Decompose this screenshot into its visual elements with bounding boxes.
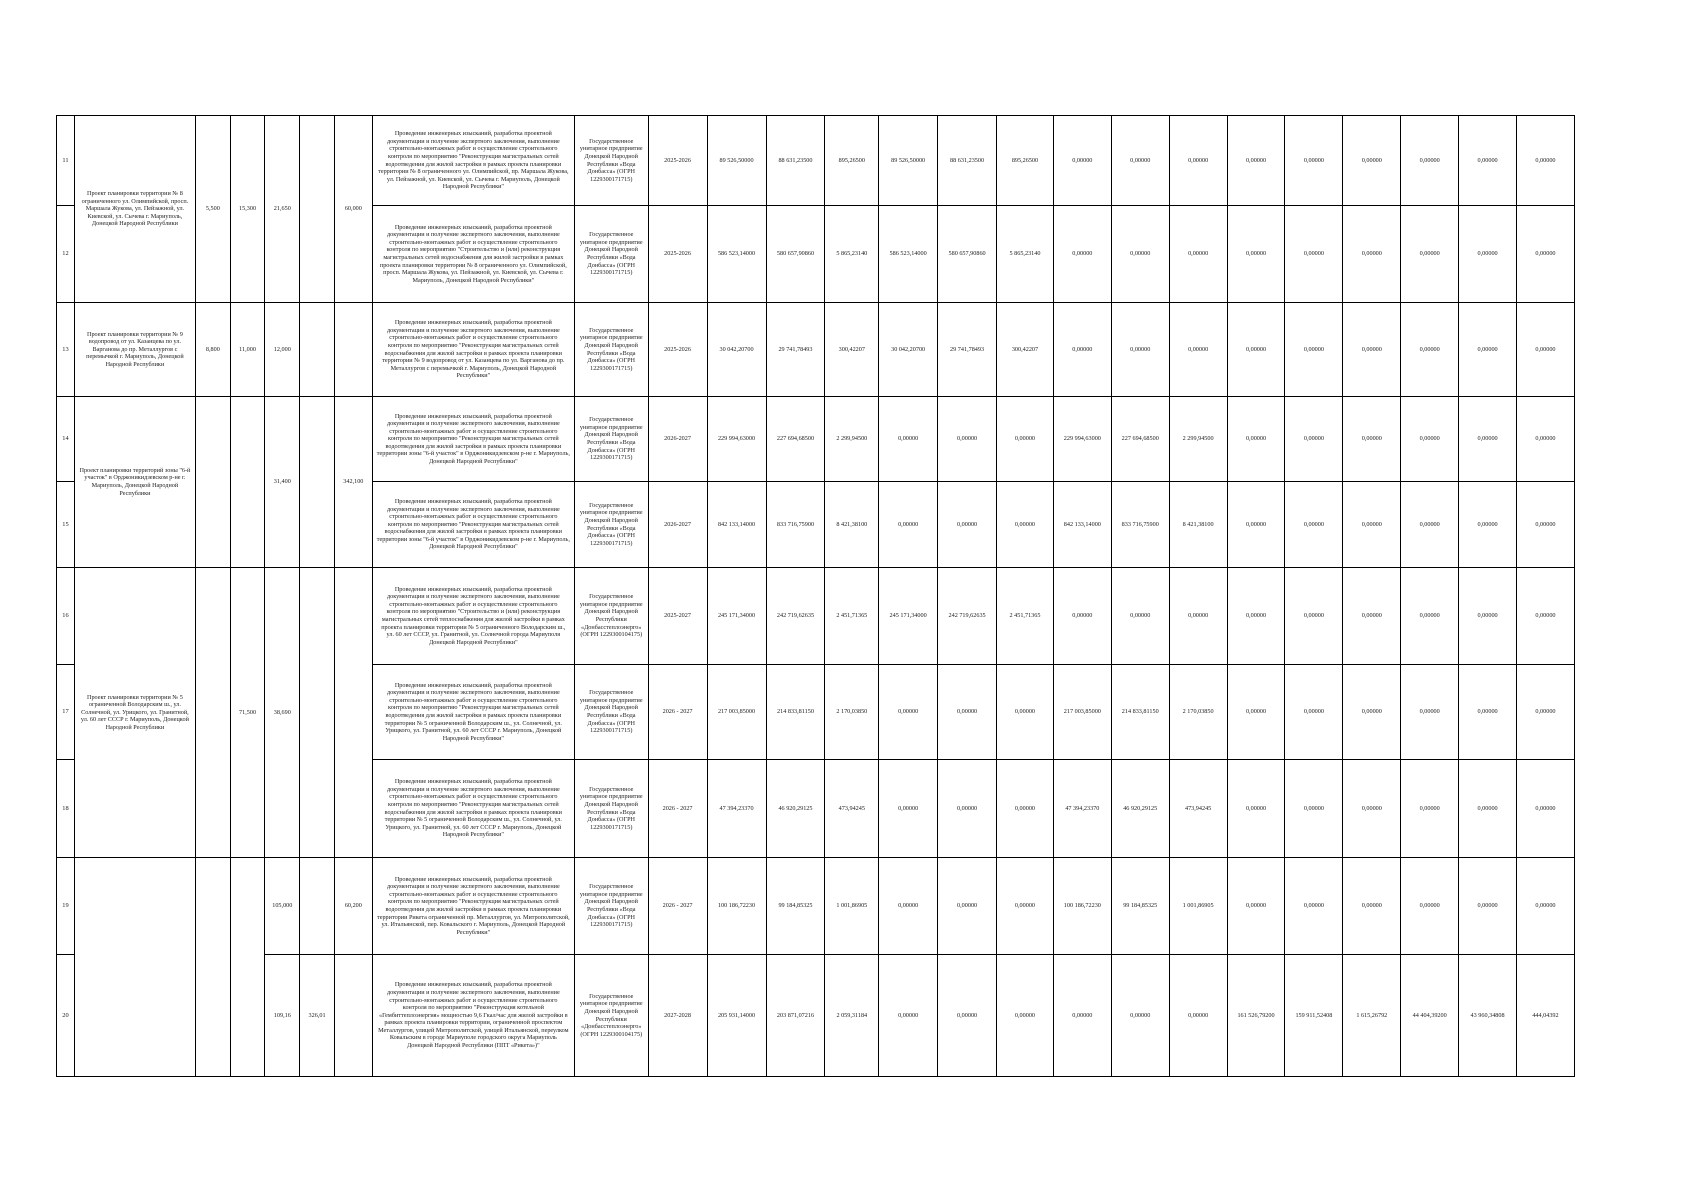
value-cell: 205 931,14000 bbox=[707, 955, 766, 1077]
value-cell: 100 186,72230 bbox=[707, 858, 766, 955]
organization: Государственное унитарное предприятие Донецкой Народной Республики «Донбасстеплоэнерго» (ОГРН 1229300104175) bbox=[574, 568, 648, 665]
cell: 60,200 bbox=[334, 858, 372, 955]
project-cell bbox=[74, 858, 195, 1077]
value-cell: 44 404,39200 bbox=[1401, 955, 1459, 1077]
value-cell: 2 059,31184 bbox=[825, 955, 879, 1077]
value-cell: 0,00000 bbox=[1285, 303, 1343, 397]
row-number: 17 bbox=[57, 665, 75, 760]
organization: Государственное унитарное предприятие Донецкой Народной Республики «Вода Донбасса» (ОГРН 1229300171715) bbox=[574, 206, 648, 303]
value-cell: 0,00000 bbox=[1401, 665, 1459, 760]
value-cell: 300,42207 bbox=[997, 303, 1054, 397]
value-cell: 1 615,26792 bbox=[1343, 955, 1401, 1077]
value-cell: 0,00000 bbox=[1517, 665, 1575, 760]
value-cell: 46 920,29125 bbox=[1111, 760, 1169, 858]
value-cell: 0,00000 bbox=[997, 397, 1054, 482]
value-cell: 0,00000 bbox=[1401, 206, 1459, 303]
period: 2025-2026 bbox=[648, 206, 707, 303]
value-cell: 0,00000 bbox=[1285, 858, 1343, 955]
value-cell: 245 171,34000 bbox=[707, 568, 766, 665]
value-cell: 0,00000 bbox=[997, 665, 1054, 760]
cell bbox=[300, 568, 335, 858]
period: 2025-2026 bbox=[648, 116, 707, 206]
value-cell: 99 184,85325 bbox=[766, 858, 825, 955]
row-number: 18 bbox=[57, 760, 75, 858]
cell: 12,000 bbox=[265, 303, 300, 397]
value-cell: 29 741,78493 bbox=[766, 303, 825, 397]
table-row bbox=[57, 303, 1633, 397]
value-cell: 0,00000 bbox=[1053, 116, 1111, 206]
value-cell: 0,00000 bbox=[1459, 206, 1517, 303]
value-cell: 0,00000 bbox=[1343, 397, 1401, 482]
measure-description: Проведение инженерных изысканий, разработка проектной документации и получение экспертного заключения, выполнение строительно-монтажных работ и осуществление строительного контроля по мероприятию "Строительство и (или) реконструкция магистральных сетей теплоснабжения для жилой застройки в рамках проекта планировки территории № 5 ограниченного Володарским ш., ул. 60 лет СССР, ул. Гранитной, ул. Солнечной города Мариуполя Донецкой Народной Республики" bbox=[372, 568, 574, 665]
table-row bbox=[57, 116, 1633, 206]
value-cell: 88 631,23500 bbox=[766, 116, 825, 206]
cell bbox=[334, 955, 372, 1077]
value-cell: 833 716,75900 bbox=[766, 482, 825, 568]
value-cell: 0,00000 bbox=[879, 760, 938, 858]
cell: 5,500 bbox=[195, 116, 230, 303]
value-cell: 0,00000 bbox=[1343, 303, 1401, 397]
value-cell: 229 994,63000 bbox=[707, 397, 766, 482]
value-cell: 0,00000 bbox=[1401, 760, 1459, 858]
value-cell: 0,00000 bbox=[1227, 303, 1285, 397]
value-cell: 43 960,34808 bbox=[1459, 955, 1517, 1077]
value-cell: 5 865,23140 bbox=[825, 206, 879, 303]
value-cell: 0,00000 bbox=[879, 858, 938, 955]
value-cell: 2 451,71365 bbox=[997, 568, 1054, 665]
value-cell: 0,00000 bbox=[1169, 568, 1227, 665]
period: 2026 - 2027 bbox=[648, 760, 707, 858]
value-cell: 0,00000 bbox=[1111, 116, 1169, 206]
cell: 38,690 bbox=[265, 568, 300, 858]
value-cell: 0,00000 bbox=[1517, 858, 1575, 955]
period: 2026-2027 bbox=[648, 397, 707, 482]
value-cell: 0,00000 bbox=[1285, 760, 1343, 858]
value-cell: 473,94245 bbox=[825, 760, 879, 858]
cell: 342,100 bbox=[334, 397, 372, 568]
value-cell: 0,00000 bbox=[879, 397, 938, 482]
cell: 326,01 bbox=[300, 955, 335, 1077]
value-cell: 100 186,72230 bbox=[1053, 858, 1111, 955]
table-row bbox=[57, 397, 1633, 482]
period: 2026 - 2027 bbox=[648, 665, 707, 760]
value-cell: 0,00000 bbox=[1459, 568, 1517, 665]
value-cell: 0,00000 bbox=[1343, 116, 1401, 206]
value-cell: 0,00000 bbox=[1517, 568, 1575, 665]
value-cell: 0,00000 bbox=[1285, 116, 1343, 206]
value-cell: 0,00000 bbox=[1227, 116, 1285, 206]
value-cell: 0,00000 bbox=[1169, 955, 1227, 1077]
value-cell: 0,00000 bbox=[879, 665, 938, 760]
value-cell: 473,94245 bbox=[1169, 760, 1227, 858]
row-number: 12 bbox=[57, 206, 75, 303]
cell: 71,500 bbox=[230, 568, 265, 858]
value-cell: 0,00000 bbox=[1343, 858, 1401, 955]
value-cell: 89 526,50000 bbox=[707, 116, 766, 206]
value-cell: 0,00000 bbox=[1343, 665, 1401, 760]
value-cell: 1 001,86905 bbox=[1169, 858, 1227, 955]
organization: Государственное унитарное предприятие Донецкой Народной Республики «Вода Донбасса» (ОГРН 1229300171715) bbox=[574, 303, 648, 397]
value-cell: 0,00000 bbox=[1401, 482, 1459, 568]
value-cell: 0,00000 bbox=[1285, 397, 1343, 482]
value-cell: 2 170,03850 bbox=[825, 665, 879, 760]
value-cell: 5 865,23140 bbox=[997, 206, 1054, 303]
value-cell: 47 394,23370 bbox=[1053, 760, 1111, 858]
value-cell: 46 920,29125 bbox=[766, 760, 825, 858]
value-cell: 214 833,81150 bbox=[1111, 665, 1169, 760]
cell: 15,300 bbox=[230, 116, 265, 303]
value-cell: 833 716,75900 bbox=[1111, 482, 1169, 568]
value-cell: 0,00000 bbox=[879, 955, 938, 1077]
value-cell: 0,00000 bbox=[1459, 303, 1517, 397]
value-cell: 0,00000 bbox=[1285, 568, 1343, 665]
cell bbox=[334, 303, 372, 397]
value-cell: 217 003,85000 bbox=[1053, 665, 1111, 760]
cell bbox=[230, 858, 265, 1077]
project-cell: Проект планировки территорий зоны "6-й участок" в Орджоникидзевском р-не г. Мариуполь, Донецкой Народной Республики bbox=[74, 397, 195, 568]
value-cell: 1 001,86905 bbox=[825, 858, 879, 955]
period: 2027-2028 bbox=[648, 955, 707, 1077]
value-cell: 89 526,50000 bbox=[879, 116, 938, 206]
project-cell: Проект планировки территории № 8 ограниченного ул. Олимпийской, просп. Маршала Жукова, ул. Пейзажной, ул. Киевской, ул. Сычева г. Мариуполь, Донецкой Народной Республики bbox=[74, 116, 195, 303]
value-cell: 242 719,62635 bbox=[766, 568, 825, 665]
period: 2025-2026 bbox=[648, 303, 707, 397]
value-cell: 0,00000 bbox=[1401, 116, 1459, 206]
value-cell: 47 394,23370 bbox=[707, 760, 766, 858]
value-cell: 99 184,85325 bbox=[1111, 858, 1169, 955]
value-cell: 0,00000 bbox=[1517, 482, 1575, 568]
value-cell: 0,00000 bbox=[1517, 116, 1575, 206]
value-cell: 227 694,68500 bbox=[766, 397, 825, 482]
value-cell: 0,00000 bbox=[1517, 760, 1575, 858]
value-cell: 0,00000 bbox=[1459, 116, 1517, 206]
value-cell: 0,00000 bbox=[1111, 303, 1169, 397]
value-cell: 0,00000 bbox=[997, 858, 1054, 955]
project-cell: Проект планировки территории № 5 ограниченной Володарским ш., ул. Солнечной, ул. Урицкого, ул. Гранитной, ул. 60 лет СССР г. Мариуполь, Донецкой Народной Республики bbox=[74, 568, 195, 858]
value-cell: 30 042,20700 bbox=[879, 303, 938, 397]
value-cell: 0,00000 bbox=[1169, 303, 1227, 397]
value-cell: 0,00000 bbox=[1053, 303, 1111, 397]
measure-description: Проведение инженерных изысканий, разработка проектной документации и получение экспертного заключения, выполнение строительно-монтажных работ и осуществление строительного контроля по мероприятию "Реконструкция магистральных сетей водоотведения для жилой застройки в рамках проекта планировки территории № 5 ограниченной Володарским ш., ул. Солнечной, ул. Урицкого, ул. Гранитной, ул. 60 лет СССР г. Мариуполь, Донецкой Народной Республики" bbox=[372, 665, 574, 760]
value-cell: 0,00000 bbox=[1111, 955, 1169, 1077]
row-number: 15 bbox=[57, 482, 75, 568]
value-cell: 2 299,94500 bbox=[825, 397, 879, 482]
investment-program-table bbox=[56, 115, 1633, 1077]
organization: Государственное унитарное предприятие Донецкой Народной Республики «Вода Донбасса» (ОГРН 1229300171715) bbox=[574, 760, 648, 858]
row-number: 19 bbox=[57, 858, 75, 955]
measure-description: Проведение инженерных изысканий, разработка проектной документации и получение экспертного заключения, выполнение строительно-монтажных работ и осуществление строительного контроля по мероприятию "Реконструкция магистральных сетей водоотведения для жилой застройки в рамках проекта планировки территории № 8 ограниченного ул. Олимпийской, пр. Маршала Жукова, ул. Пейзажной, ул. Киевской, ул. Сычева г. Мариуполь, Донецкой Народной Республики" bbox=[372, 116, 574, 206]
value-cell: 586 523,14000 bbox=[707, 206, 766, 303]
value-cell: 0,00000 bbox=[1227, 397, 1285, 482]
value-cell: 0,00000 bbox=[938, 397, 997, 482]
value-cell: 0,00000 bbox=[997, 482, 1054, 568]
row-number: 20 bbox=[57, 955, 75, 1077]
value-cell: 30 042,20700 bbox=[707, 303, 766, 397]
value-cell: 895,26500 bbox=[997, 116, 1054, 206]
value-cell: 88 631,23500 bbox=[938, 116, 997, 206]
value-cell: 0,00000 bbox=[1401, 568, 1459, 665]
value-cell: 895,26500 bbox=[825, 116, 879, 206]
value-cell: 229 994,63000 bbox=[1053, 397, 1111, 482]
value-cell: 217 003,85000 bbox=[707, 665, 766, 760]
value-cell: 0,00000 bbox=[1169, 116, 1227, 206]
cell: 109,16 bbox=[265, 955, 300, 1077]
value-cell: 2 299,94500 bbox=[1169, 397, 1227, 482]
value-cell: 214 833,81150 bbox=[766, 665, 825, 760]
value-cell: 444,04392 bbox=[1517, 955, 1575, 1077]
cell bbox=[195, 858, 230, 1077]
table-row bbox=[57, 955, 1633, 1077]
value-cell: 0,00000 bbox=[1053, 568, 1111, 665]
value-cell: 0,00000 bbox=[997, 760, 1054, 858]
table-row bbox=[57, 568, 1633, 665]
value-cell: 0,00000 bbox=[1343, 568, 1401, 665]
value-cell: 0,00000 bbox=[1227, 760, 1285, 858]
value-cell: 203 871,07216 bbox=[766, 955, 825, 1077]
value-cell: 0,00000 bbox=[1053, 955, 1111, 1077]
value-cell: 0,00000 bbox=[1111, 568, 1169, 665]
value-cell: 0,00000 bbox=[879, 482, 938, 568]
value-cell: 2 170,03850 bbox=[1169, 665, 1227, 760]
cell bbox=[300, 858, 335, 955]
cell bbox=[195, 397, 230, 568]
measure-description: Проведение инженерных изысканий, разработка проектной документации и получение экспертного заключения, выполнение строительно-монтажных работ и осуществление строительного контроля по мероприятию "Реконструкция магистральных сетей водоотведения для жилой застройки в рамках проекта планировки территории зоны "6-й участок" в Орджоникидзевском р-не г. Мариуполь, Донецкой Народной Республики" bbox=[372, 397, 574, 482]
measure-description: Проведение инженерных изысканий, разработка проектной документации и получение экспертного заключения, выполнение строительно-монтажных работ и осуществление строительного контроля по мероприятию "Строительство и (или) реконструкция магистральных сетей водоснабжения для жилой застройки в рамках проекта планировки территории № 8 ограниченного ул. Олимпийской, просп. Маршала Жукова, ул. Пейзажной, ул. Киевской, ул. Сычева г. Мариуполь, Донецкой Народной Республики" bbox=[372, 206, 574, 303]
value-cell: 842 133,14000 bbox=[707, 482, 766, 568]
value-cell: 227 694,68500 bbox=[1111, 397, 1169, 482]
value-cell: 0,00000 bbox=[1343, 482, 1401, 568]
value-cell: 0,00000 bbox=[1285, 206, 1343, 303]
organization: Государственное унитарное предприятие Донецкой Народной Республики «Вода Донбасса» (ОГРН 1229300171715) bbox=[574, 665, 648, 760]
value-cell: 0,00000 bbox=[997, 955, 1054, 1077]
cell bbox=[300, 303, 335, 397]
measure-description: Проведение инженерных изысканий, разработка проектной документации и получение экспертного заключения, выполнение строительно-монтажных работ и осуществление строительного контроля по мероприятию "Реконструкция котельной «Гембиттеплоэнергия» мощностью 9,6 Гкал/час для жилой застройки в рамках проекта планировки территории, ограниченной проспектом Металлургов, улицей Митрополитской, улицей Итальянской, переулком Ковальским в городе Мариуполе городского округа Мариуполь Донецкой Народной Республики (ППТ «Рикета»)" bbox=[372, 955, 574, 1077]
value-cell: 0,00000 bbox=[1343, 206, 1401, 303]
value-cell: 0,00000 bbox=[938, 955, 997, 1077]
organization: Государственное унитарное предприятие Донецкой Народной Республики «Вода Донбасса» (ОГРН 1229300171715) bbox=[574, 397, 648, 482]
project-cell: Проект планировки территории № 9 водопровод от ул. Казанцева по ул. Варганова до пр. Металлургов с перемычкой г. Мариуполь, Донецкой Народной Республики bbox=[74, 303, 195, 397]
cell bbox=[230, 397, 265, 568]
value-cell: 300,42207 bbox=[825, 303, 879, 397]
value-cell: 2 451,71365 bbox=[825, 568, 879, 665]
organization: Государственное унитарное предприятие Донецкой Народной Республики «Вода Донбасса» (ОГРН 1229300171715) bbox=[574, 858, 648, 955]
value-cell: 0,00000 bbox=[1053, 206, 1111, 303]
value-cell: 242 719,62635 bbox=[938, 568, 997, 665]
period: 2026-2027 bbox=[648, 482, 707, 568]
row-number: 13 bbox=[57, 303, 75, 397]
value-cell: 0,00000 bbox=[1227, 482, 1285, 568]
value-cell: 0,00000 bbox=[1285, 665, 1343, 760]
cell: 21,650 bbox=[265, 116, 300, 303]
period: 2025-2027 bbox=[648, 568, 707, 665]
value-cell: 0,00000 bbox=[1111, 206, 1169, 303]
value-cell: 0,00000 bbox=[1459, 482, 1517, 568]
value-cell: 8 421,38100 bbox=[825, 482, 879, 568]
value-cell: 0,00000 bbox=[1401, 303, 1459, 397]
value-cell: 0,00000 bbox=[938, 858, 997, 955]
value-cell: 0,00000 bbox=[1459, 858, 1517, 955]
organization: Государственное унитарное предприятие Донецкой Народной Республики «Вода Донбасса» (ОГРН 1229300171715) bbox=[574, 116, 648, 206]
cell: 8,800 bbox=[195, 303, 230, 397]
value-cell: 842 133,14000 bbox=[1053, 482, 1111, 568]
organization: Государственное унитарное предприятие Донецкой Народной Республики «Донбасстеплоэнерго» (ОГРН 1229300104175) bbox=[574, 955, 648, 1077]
value-cell: 0,00000 bbox=[1227, 858, 1285, 955]
value-cell: 159 911,52408 bbox=[1285, 955, 1343, 1077]
value-cell: 161 526,79200 bbox=[1227, 955, 1285, 1077]
value-cell: 0,00000 bbox=[1517, 303, 1575, 397]
measure-description: Проведение инженерных изысканий, разработка проектной документации и получение экспертного заключения, выполнение строительно-монтажных работ и осуществление строительного контроля по мероприятию "Реконструкция магистральных сетей водоснабжения для жилой застройки в рамках проекта планировки территории зоны "6-й участок" в Орджоникидзевском р-не г. Мариуполь, Донецкой Народной Республики" bbox=[372, 482, 574, 568]
cell: 11,000 bbox=[230, 303, 265, 397]
row-number: 16 bbox=[57, 568, 75, 665]
value-cell: 0,00000 bbox=[1517, 397, 1575, 482]
value-cell: 580 657,90860 bbox=[938, 206, 997, 303]
cell: 31,400 bbox=[265, 397, 300, 568]
value-cell: 0,00000 bbox=[1459, 397, 1517, 482]
value-cell: 0,00000 bbox=[1401, 858, 1459, 955]
cell bbox=[334, 568, 372, 858]
value-cell: 0,00000 bbox=[1285, 482, 1343, 568]
measure-description: Проведение инженерных изысканий, разработка проектной документации и получение экспертного заключения, выполнение строительно-монтажных работ и осуществление строительного контроля по мероприятию "Реконструкция магистральных сетей водоснабжения для жилой застройки в рамках проекта планировки территории № 9 водопровод от ул. Казанцева по ул. Варганова до пр. Металлургов с перемычкой г. Мариуполь, Донецкой Народной Республики" bbox=[372, 303, 574, 397]
value-cell: 0,00000 bbox=[1401, 397, 1459, 482]
value-cell: 0,00000 bbox=[1517, 206, 1575, 303]
value-cell: 245 171,34000 bbox=[879, 568, 938, 665]
value-cell: 0,00000 bbox=[938, 665, 997, 760]
period: 2026 - 2027 bbox=[648, 858, 707, 955]
cell bbox=[300, 116, 335, 303]
value-cell: 0,00000 bbox=[1343, 760, 1401, 858]
measure-description: Проведение инженерных изысканий, разработка проектной документации и получение экспертного заключения, выполнение строительно-монтажных работ и осуществление строительного контроля по мероприятию "Реконструкция магистральных сетей водоотведения для жилой застройки в рамках проекта планировки территории Рикета ограниченной пр. Металлургов, ул. Митрополитской, ул. Итальянской, пер. Ковальского г. Мариуполь, Донецкой Народной Республики" bbox=[372, 858, 574, 955]
value-cell: 0,00000 bbox=[938, 760, 997, 858]
value-cell: 0,00000 bbox=[938, 482, 997, 568]
cell bbox=[300, 397, 335, 568]
cell: 60,000 bbox=[334, 116, 372, 303]
row-number: 14 bbox=[57, 397, 75, 482]
organization: Государственное унитарное предприятие Донецкой Народной Республики «Вода Донбасса» (ОГРН 1229300171715) bbox=[574, 482, 648, 568]
table-row bbox=[57, 858, 1633, 955]
measure-description: Проведение инженерных изысканий, разработка проектной документации и получение экспертного заключения, выполнение строительно-монтажных работ и осуществление строительного контроля по мероприятию "Реконструкция магистральных сетей водоснабжения для жилой застройки в рамках проекта планировки территории № 5 ограниченной Володарским ш., ул. Солнечной, ул. Урицкого, ул. Гранитной, ул. 60 лет СССР г. Мариуполь, Донецкой Народной Республики" bbox=[372, 760, 574, 858]
value-cell: 0,00000 bbox=[1459, 760, 1517, 858]
value-cell: 586 523,14000 bbox=[879, 206, 938, 303]
value-cell: 0,00000 bbox=[1227, 568, 1285, 665]
value-cell: 8 421,38100 bbox=[1169, 482, 1227, 568]
cell bbox=[195, 568, 230, 858]
value-cell: 29 741,78493 bbox=[938, 303, 997, 397]
value-cell: 580 657,90860 bbox=[766, 206, 825, 303]
value-cell: 0,00000 bbox=[1227, 665, 1285, 760]
value-cell: 0,00000 bbox=[1459, 665, 1517, 760]
value-cell: 0,00000 bbox=[1169, 206, 1227, 303]
value-cell: 0,00000 bbox=[1227, 206, 1285, 303]
cell: 105,000 bbox=[265, 858, 300, 955]
row-number: 11 bbox=[57, 116, 75, 206]
